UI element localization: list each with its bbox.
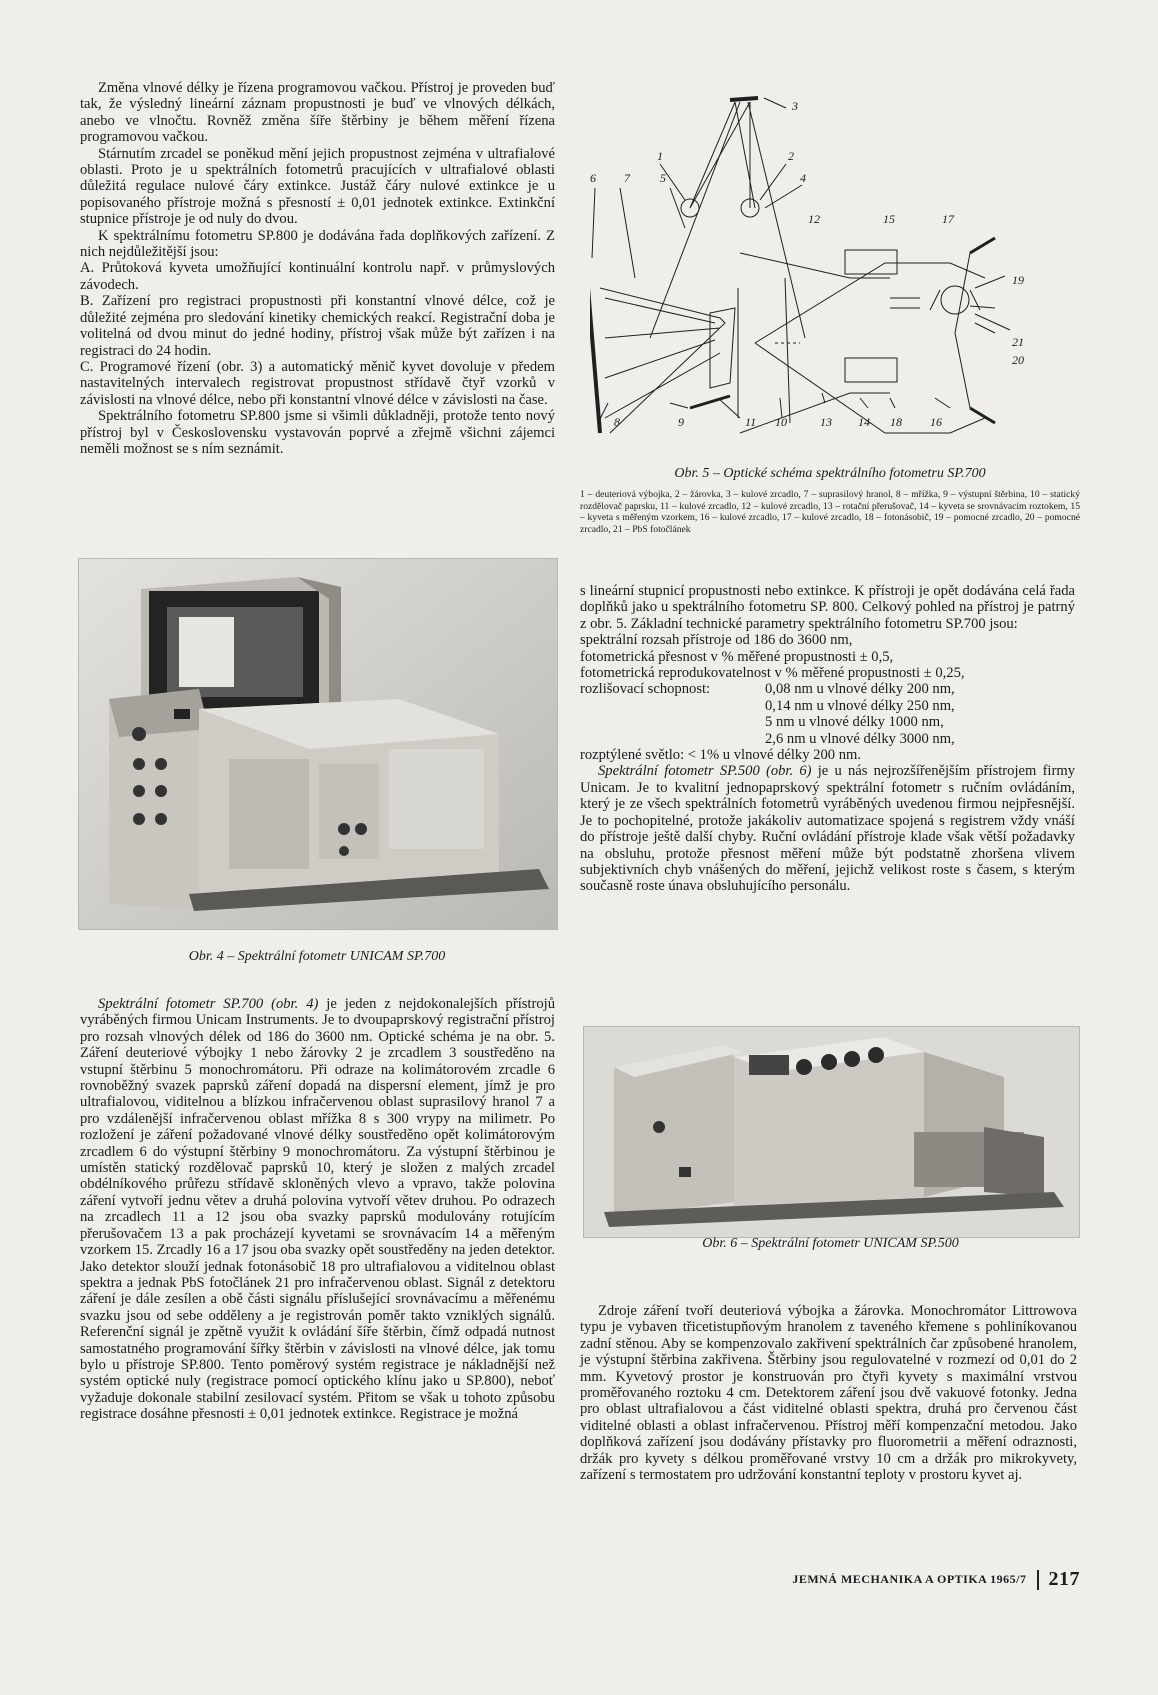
label-13: 13: [820, 415, 832, 429]
label-15: 15: [883, 212, 895, 226]
label-4: 4: [800, 171, 806, 185]
label-2: 2: [788, 149, 794, 163]
resolution-label: rozlišovací schopnost:: [580, 681, 711, 698]
label-18: 18: [890, 415, 902, 429]
stray-light: rozptýlené světlo: < 1% u vlnové délky 200 nm.: [580, 747, 862, 764]
label-16: 16: [930, 415, 942, 429]
right-column-bottom: [580, 1303, 1077, 1483]
label-9: 9: [678, 415, 684, 429]
right-column-top: [580, 583, 1075, 895]
label-21: 21: [1012, 335, 1024, 349]
param-item: fotometrická reprodukovatelnost v % měřené propustnosti ± 0,25,: [580, 665, 965, 682]
figure-4-caption: Obr. 4 – Spektrální fotometr UNICAM SP.700: [188, 949, 446, 964]
label-6: 6: [590, 171, 596, 185]
label-7: 7: [624, 171, 630, 185]
page-number: 217: [1048, 1568, 1080, 1590]
list-item-b: B. Zařízení pro registraci propustnosti při konstantní vlnové délce, což je důležité zejména pro sledování kinetiky chemických reakcí. Registrační doba je volitelná od dvou minut do jedné hodiny, přístroj však může být zařízen i na registraci do 24 hodin.: [80, 293, 555, 359]
paragraph: Zdroje záření tvoří deuteriová výbojka a žárovka. Monochromátor Littrowova typu je vybaven třicetistupňovým hranolem z taveného křemene s pohliníkovanou zadní stěnou. Aby se kompenzovalo zakřivení spektrálních čar způsobené hranolem, je výstupní štěrbina zakřivena. Štěrbiny jsou regulovatelné v rozmezí od 0,01 do 2 mm. Kyvetový prostor je konstruován pro čtyři kyvety s maximální vrstvou proměřovaného roztoku 4 cm. Detektorem záření jsou dvě vakuové fotonky. Jedna pro oblast ultrafialovou a část viditelné oblasti spektra, druhá pro červenou část viditelné oblasti a oblast infračervenou. Přístroj měří kompenzační metodou. Jako doplňková zařízení jsou dodávány přístavky pro fluorometrii a měření odraznosti, držák pro kyvety s délkou proměřované vrstvy 10 cm a držák pro mikrokyvety, zařízení s termostatem pro udržování konstantní teploty v prostoru kyvet aj.: [580, 1303, 1077, 1484]
left-column-top: [80, 80, 555, 457]
resolution-value: 2,6 nm u vlnové délky 3000 nm,: [765, 730, 955, 747]
optical-schema-svg: [590, 78, 1085, 463]
paragraph: [580, 763, 1075, 894]
label-17: 17: [942, 212, 954, 226]
label-11: 11: [745, 415, 757, 429]
resolution-values: [765, 681, 955, 747]
sp500-text: je u nás nejrozšířenějším přístrojem firmy Unicam. Je to kvalitní jednopaprskový spektrální fotometr s ručním ovládáním, který je ze všech spektrálních fotometrů vyráběných uvedenou firmou nejpřesnější. Je to pochopitelné, protože jakákoliv automatizace spojená s registrem vždy vnáší do přístroje ještě další chyby. Ruční ovládání přístroje klade však větší požadavky na obsluhu, protože přesnost měření může být podstatně zhoršena vlivem subjektivních chyb vnášených do měření, jejichž velikost roste s časem, s kterým současně roste únava obsluhujícího personálu.: [580, 763, 1075, 895]
figure-5-legend: 1 – deuteriová výbojka, 2 – žárovka, 3 – kulové zrcadlo, 7 – suprasilový hranol, 8 – mřížka, 9 – výstupní štěrbina, 10 – statický rozdělovač paprsku, 11 – kulové zrcadlo, 12 – kulové zrcadlo, 13 – rotační přerušovač, 14 – kyveta se srovnávacím roztokem, 15 – kyveta s měřeným vzorkem, 16 – kulové zrcadlo, 17 – kulové zrcadlo, 18 – fotonásobič, 19 – pomocné zrcadlo, 20 – pomocné zrcadlo, 21 – PbS fotočlánek: [580, 489, 1080, 535]
label-10: 10: [775, 415, 787, 429]
label-8: 8: [614, 415, 620, 429]
param-item: fotometrická přesnost v % měřené propustnosti ± 0,5,: [580, 648, 894, 665]
label-1: 1: [657, 149, 663, 163]
label-5: 5: [660, 171, 666, 185]
paragraph: Stárnutím zrcadel se poněkud mění jejich propustnost zejména v ultrafialové oblasti. Proto je u spektrálních fotometrů pracujících v ultrafialové oblasti důležitá regulace nulové čáry extinkce. Justáž čáry nulové extinkce je u popisovaného přístroje možná s přesností ± 0,01 jednotek extinkce. Extinkční stupnice přístroje je od nuly do dvou.: [80, 145, 555, 228]
paragraph: Změna vlnové délky je řízena programovou vačkou. Přístroj je proveden buď tak, že výsledný lineární záznam propustnosti je buď ve vlnových délkách, anebo ve vlnočtu. Rovněž změna šíře štěrbiny je během měření řízena programovou vačkou.: [80, 80, 555, 146]
label-19: 19: [1012, 273, 1024, 287]
sp700-lead: Spektrální fotometr SP.700 (obr. 4): [98, 996, 319, 1012]
paragraph: Spektrálního fotometru SP.800 jsme si všimli důkladněji, protože tento nový přístroj byl v Československu vystavován poprvé a zřejmě všichni zájemci neměli možnost se s ním seznámit.: [80, 408, 555, 457]
label-14: 14: [858, 415, 870, 429]
resolution-value: 0,14 nm u vlnové délky 250 nm,: [765, 697, 955, 714]
page-footer: [750, 1568, 1080, 1591]
label-3: 3: [792, 99, 798, 113]
paragraph: s lineární stupnicí propustnosti nebo extinkce. K přístroji je opět dodávána celá řada doplňků jako u spektrálního fotometru SP. 800. Celkový pohled na přístroj je patrný z obr. 5. Základní technické parametry spektrálního fotometru SP.700 jsou:: [580, 583, 1075, 632]
figure-5-caption-title: Obr. 5 – Optické schéma spektrálního fotometru SP.700: [674, 466, 986, 481]
paragraph: K spektrálnímu fotometru SP.800 je dodávána řada doplňkových zařízení. Z nich nejdůležitější jsou:: [80, 227, 555, 261]
figure-6-photo: [583, 1026, 1080, 1238]
left-column-bottom: [80, 996, 555, 1423]
param-item: spektrální rozsah přístroje od 186 do 3600 nm,: [580, 632, 853, 649]
list-item-a: A. Průtoková kyveta umožňující kontinuální kontrolu např. v průmyslových závodech.: [80, 260, 555, 293]
figure-5-diagram: [590, 78, 1085, 463]
resolution-value: 0,08 nm u vlnové délky 200 nm,: [765, 681, 955, 698]
sp700-text: je jeden z nejdokonalejších přístrojů vyráběných firmou Unicam Instruments. Je to dvoupaprskový registrační přístroj pro rozsah vlnových délek od 186 do 3600 nm. Optické schéma je na obr. 5. Záření deuteriové výbojky 1 nebo žárovky 2 je zrcadlem 3 soustředěno na vstupní štěrbinu 5 monochromátoru. Při odraze na kolimátorovém zrcadle 6 rovnoběžný svazek paprsků záření dopadá na dispersní element, jímž je pro ultrafialovou, viditelnou a blízkou infračervenou oblast suprasilový hranol 7 a pro vzdálenější infračervenou oblast mřížka 8 s 300 vrypy na milimetr. Po rozložení je záření požadované vlnové délky soustředěno opět kolimátorovým zrcadlem 6 do výstupní štěrbiny 9 monochromátoru. Za výstupní štěrbinou je umístěn statický rozdělovač paprsků 10, který je složen z malých zrcadel obdélníkového průřezu střídavě skloněných vlevo a vpravo, takže polovina záření vytvoří jednu větev a druhá polovina vytvoří větev druhou. Po odrazech na zrcadlech 11 a 12 jsou oba svazky paprsků modulovány rotujícím přerušovačem 13 a pak procházejí kyvetami se srovnávacím 14 a měřeným vzorkem 15. Zrcadly 16 a 17 jsou oba svazky opět soustředěny na jeden detektor. Jako detektor slouží jednak fotonásobič 18 pro ultrafialovou a viditelnou oblast spektra a jednak PbS fotočlánek 21 pro infračervenou oblast. Signál z detektoru záření je dále zesílen a obě části signálu příslušející srovnávacímu a měřenému svazku jsou od sebe odděleny a je registrován poměr takto vzniklých signálů. Referenční signál je zpětně využit k ovládání šíře štěrbin, čímž odpadá nutnost samostatného programování šířky štěrbin v závislosti na vlnové délce, jak tomu bylo u přístroje SP.800. Tento poměrový systém registrace je nákladnější než systém optické nuly (registrace pomocí optického klínu jako u SP.800), neboť vyžaduje dokonale stabilní zesilovací systém. Přitom se však u tohoto způsobu registrace dosáhne přesnosti ± 0,01 jednotek extinkce. Registrace je možná: [80, 996, 555, 1423]
label-12: 12: [808, 212, 820, 226]
paragraph: [80, 996, 555, 1423]
footer-divider: [1037, 1570, 1039, 1590]
resolution-block: [580, 681, 1075, 747]
journal-name: JEMNÁ MECHANIKA A OPTIKA 1965/7: [792, 1572, 1027, 1586]
spectrophotometer-sp500-illustration: [584, 1027, 1079, 1237]
spectrophotometer-sp700-illustration: [79, 559, 557, 929]
sp500-lead: Spektrální fotometr SP.500 (obr. 6): [598, 763, 812, 780]
figure-6-caption: Obr. 6 – Spektrální fotometr UNICAM SP.500: [702, 1236, 959, 1251]
resolution-value: 5 nm u vlnové délky 1000 nm,: [765, 714, 944, 731]
list-item-c: C. Programové řízení (obr. 3) a automatický měnič kyvet dovoluje v předem nastavitelných intervalech registrovat propustnost střídavě čtyř vzorků v závislosti na vlnové délce, nebo při konstantní vlnové délce v závislosti na čase.: [80, 358, 555, 408]
figure-4-photo: [78, 558, 558, 930]
label-20: 20: [1012, 353, 1024, 367]
